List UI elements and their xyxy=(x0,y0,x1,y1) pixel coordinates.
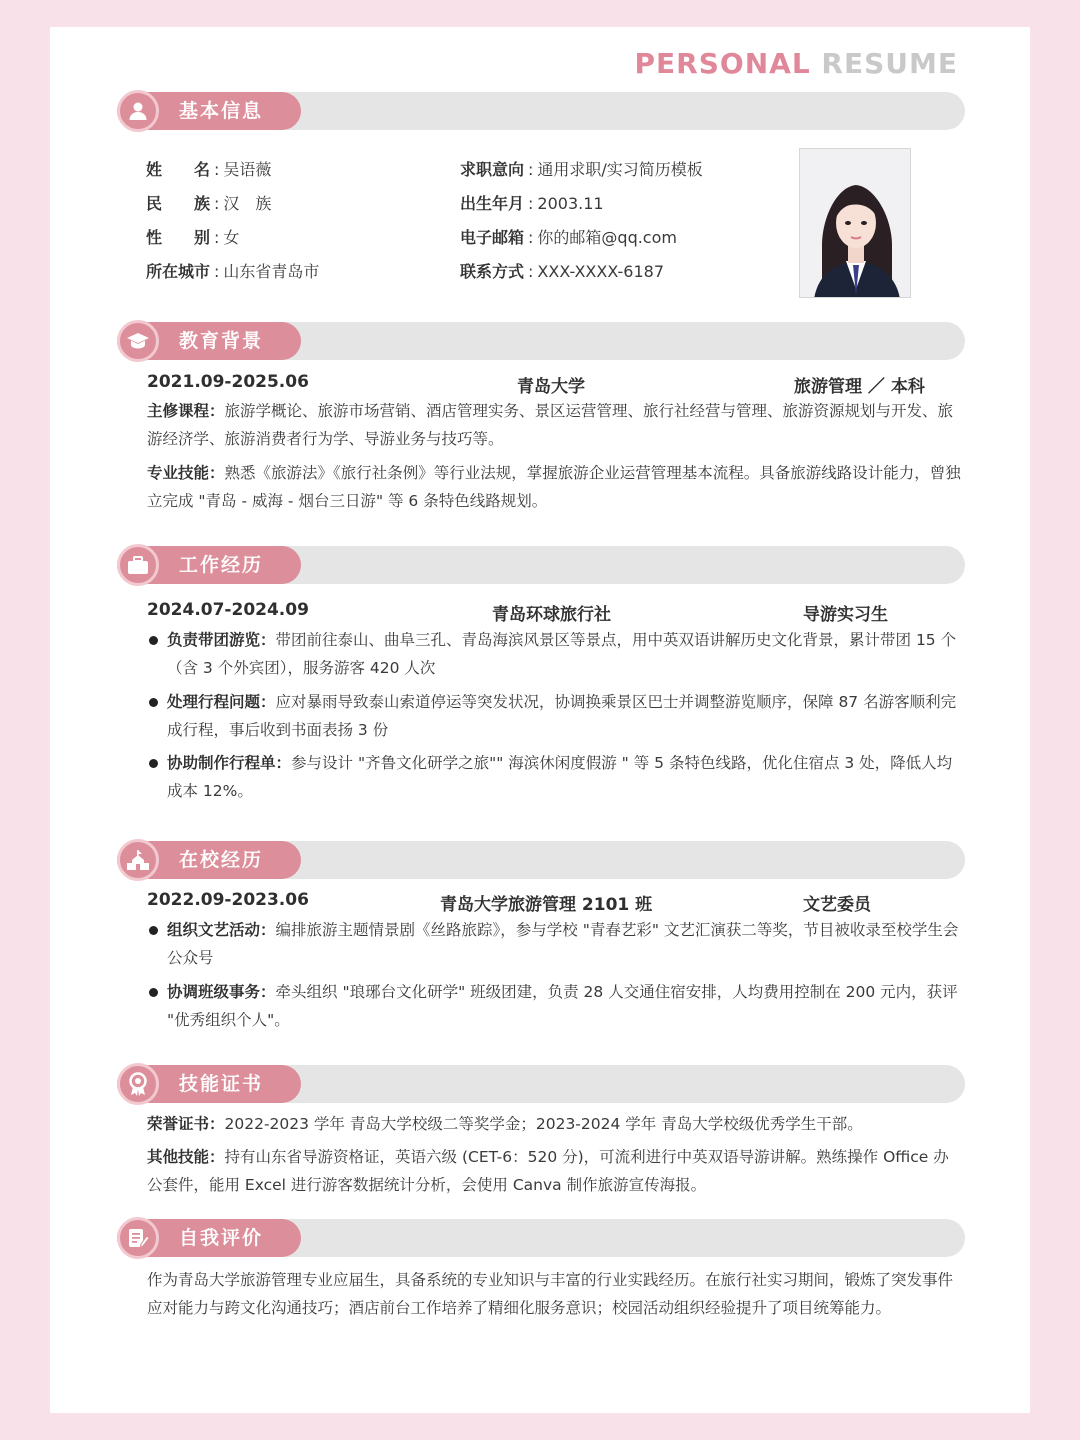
section-header-campus xyxy=(117,841,965,879)
self-evaluation: 作为青岛大学旅游管理专业应届生，具备系统的专业知识与丰富的行业实践经历。在旅行社实习期间，锻炼了突发事件应对能力与跨文化沟通技巧；酒店前台工作培养了精细化服务意识；校园活动组织经验提升了项目统筹能力。 xyxy=(147,1271,954,1317)
briefcase-icon xyxy=(117,544,159,586)
work-role: 导游实习生 xyxy=(803,605,888,625)
section-header-basic xyxy=(117,92,965,130)
section-header-education xyxy=(117,322,965,360)
section-title: 工作经历 xyxy=(179,554,264,576)
info-name: 姓 名 : 吴语薇 xyxy=(146,160,272,179)
skills-other: 其他技能：持有山东省导游资格证，英语六级 (CET-6：520 分)，可流利进行中英双语导游讲解。熟练操作 Office 办公套件，能用 Excel 进行游客数据统计分析，会使用 Canva 制作旅游宣传海报。 xyxy=(147,1148,949,1194)
brand-word-resume: RESUME xyxy=(821,47,958,80)
section-title: 在校经历 xyxy=(179,849,264,871)
person-icon xyxy=(117,90,159,132)
section-header-work xyxy=(117,546,965,584)
section-title: 技能证书 xyxy=(179,1073,264,1095)
section-title: 基本信息 xyxy=(179,100,264,122)
education-major: 旅游管理 ／ 本科 xyxy=(794,377,925,397)
section-title: 自我评价 xyxy=(179,1227,264,1249)
education-school: 青岛大学 xyxy=(517,377,585,397)
work-item: 处理行程问题：应对暴雨导致泰山索道停运等突发状况，协调换乘景区巴士并调整游览顺序，保障 87 名游客顺利完成行程，事后收到书面表扬 3 份 xyxy=(147,688,961,744)
skills-honor: 荣誉证书：2022-2023 学年 青岛大学校级二等奖学金；2023-2024 学年 青岛大学校级优秀学生干部。 xyxy=(147,1115,863,1133)
info-birth: 出生年月 : 2003.11 xyxy=(460,194,604,213)
brand-title xyxy=(635,47,958,80)
section-title: 教育背景 xyxy=(179,330,264,352)
campus-summary-row xyxy=(147,890,927,915)
work-period: 2024.07-2024.09 xyxy=(147,600,309,620)
education-period: 2021.09-2025.06 xyxy=(147,372,309,392)
campus-item: 组织文艺活动：编排旅游主题情景剧《丝路旅踪》，参与学校 "青春艺彩" 文艺汇演获二等奖，节目被收录至校学生会公众号 xyxy=(147,916,961,972)
award-ribbon-icon xyxy=(117,1063,159,1105)
education-skills: 专业技能：熟悉《旅游法》《旅行社条例》等行业法规，掌握旅游企业运营管理基本流程。具备旅游线路设计能力，曾独立完成 "青岛 - 威海 - 烟台三日游" 等 6 条特色线路规划。 xyxy=(147,464,961,510)
resume-page xyxy=(50,27,1030,1413)
graduation-cap-icon xyxy=(117,320,159,362)
work-summary-row xyxy=(147,600,927,625)
work-item: 负责带团游览：带团前往泰山、曲阜三孔、青岛海滨风景区等景点，用中英双语讲解历史文化背景，累计带团 15 个（含 3 个外宾团），服务游客 420 人次 xyxy=(147,626,961,682)
info-email: 电子邮箱 : 你的邮箱@qq.com xyxy=(460,228,677,247)
work-company: 青岛环球旅行社 xyxy=(492,605,611,625)
campus-org: 青岛大学旅游管理 2101 班 xyxy=(440,895,653,915)
campus-role: 文艺委员 xyxy=(803,895,871,915)
education-courses: 主修课程：旅游学概论、旅游市场营销、酒店管理实务、景区运营管理、旅行社经营与管理、旅游资源规划与开发、旅游经济学、旅游消费者行为学、导游业务与技巧等。 xyxy=(147,402,954,448)
info-objective: 求职意向 : 通用求职/实习简历模板 xyxy=(460,160,703,179)
info-gender: 性 别 : 女 xyxy=(146,228,240,247)
section-header-skills xyxy=(117,1065,965,1103)
brand-word-personal: PERSONAL xyxy=(634,47,811,80)
work-item: 协助制作行程单：参与设计 "齐鲁文化研学之旅"" 海滨休闲度假游 " 等 5 条特色线路，优化住宿点 3 处，降低人均成本 12%。 xyxy=(147,749,961,805)
edit-note-icon xyxy=(117,1217,159,1259)
campus-period: 2022.09-2023.06 xyxy=(147,890,309,910)
info-ethnicity: 民 族 : 汉 族 xyxy=(146,194,272,213)
info-phone: 联系方式 : XXX-XXXX-6187 xyxy=(460,262,665,281)
campus-item: 协调班级事务：牵头组织 "琅琊台文化研学" 班级团建，负责 28 人交通住宿安排，人均费用控制在 200 元内，获评 "优秀组织个人"。 xyxy=(147,978,961,1034)
education-summary-row xyxy=(147,372,927,397)
section-header-self xyxy=(117,1219,965,1257)
profile-photo xyxy=(799,148,911,298)
info-city: 所在城市 : 山东省青岛市 xyxy=(146,262,320,281)
school-building-icon xyxy=(117,839,159,881)
